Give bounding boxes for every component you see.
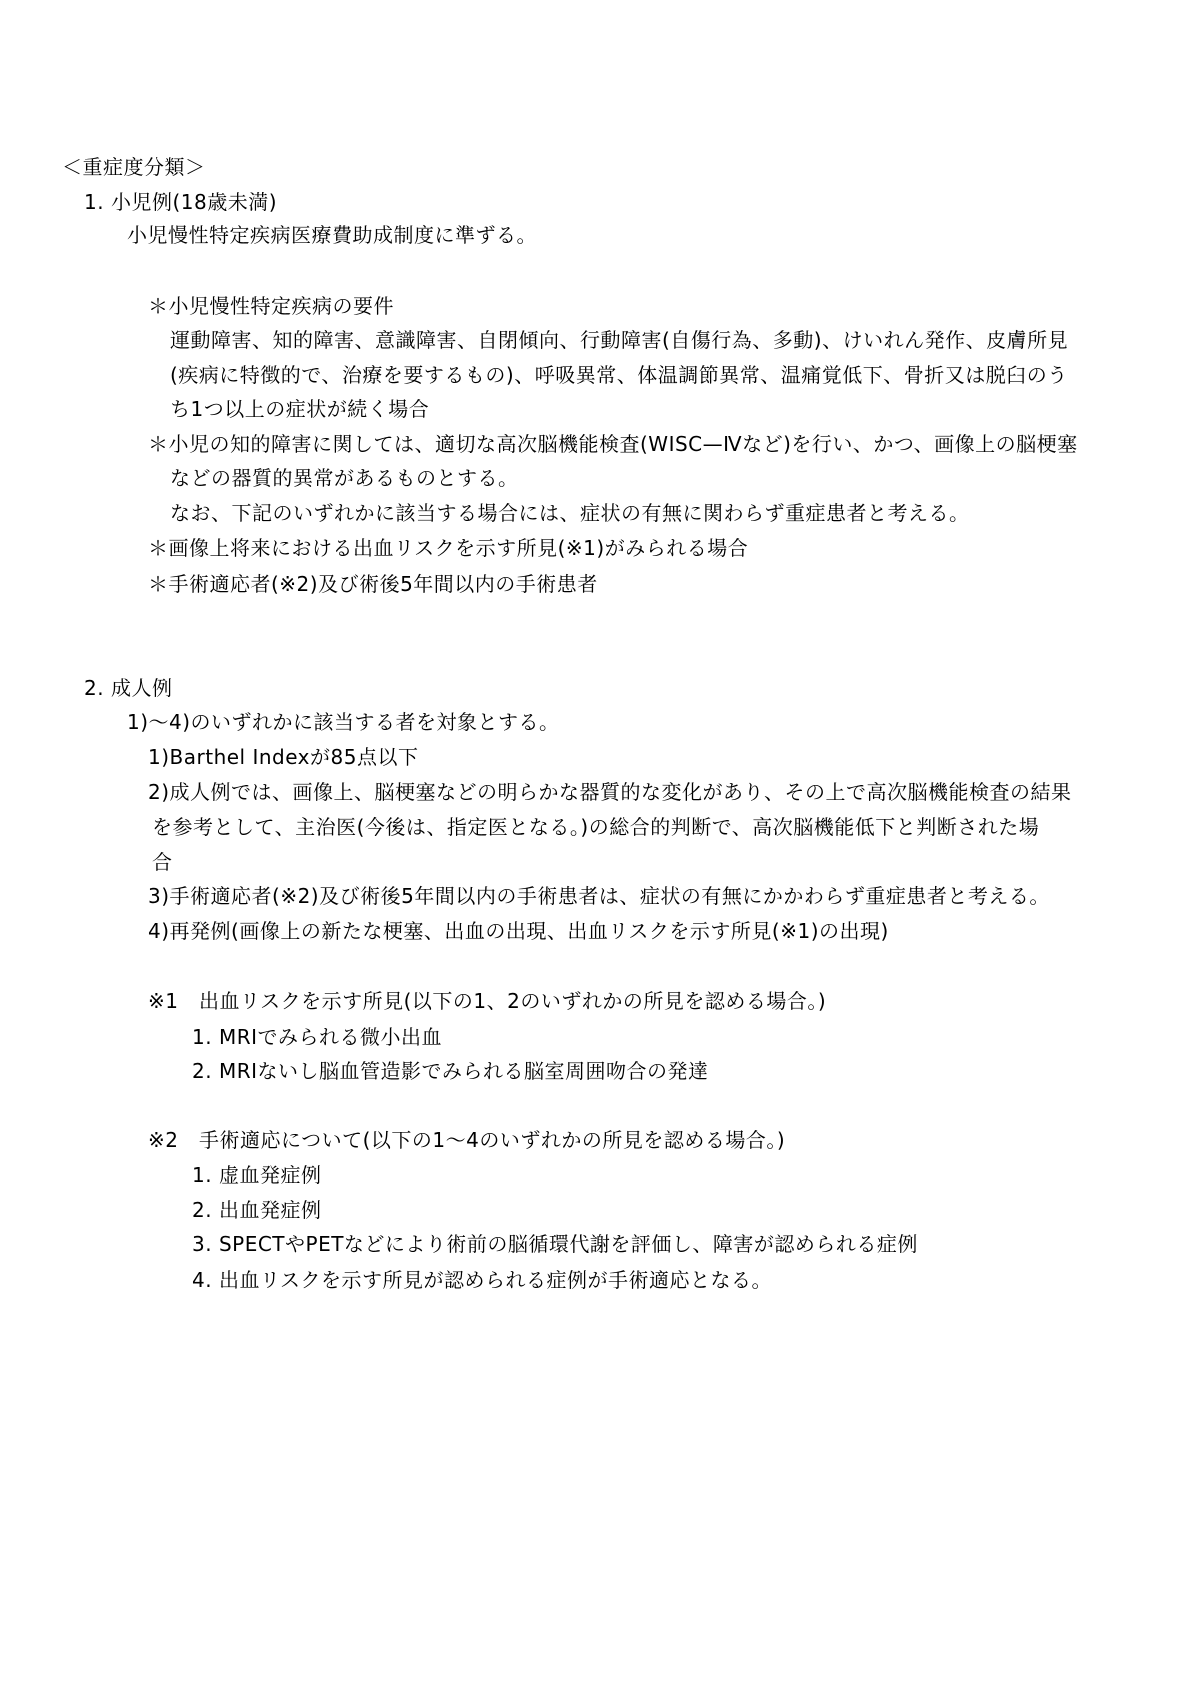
requirements-text-line: ち1つ以上の症状が続く場合 — [170, 397, 430, 421]
severe-note: なお、下記のいずれかに該当する場合には、症状の有無に関わらず重症患者と考える。 — [170, 501, 970, 525]
note-2-heading: ※2 手術適応について(以下の1～4のいずれかの所見を認める場合。) — [148, 1128, 786, 1152]
intellect-note-line: などの器質的異常があるものとする。 — [170, 466, 519, 490]
intellect-note-line: ＊小児の知的障害に関しては、適切な高次脳機能検査(WISC—Ⅳなど)を行い、かつ、画像上の脳梗塞 — [148, 432, 1078, 456]
adult-item-3: 3)手術適応者(※2)及び術後5年間以内の手術患者は、症状の有無にかかわらず重症患者と考える。 — [148, 884, 1050, 908]
adult-item-2-line: 2)成人例では、画像上、脳梗塞などの明らかな器質的な変化があり、その上で高次脳機能検査の結果 — [148, 780, 1072, 804]
adult-item-1: 1)Barthel Indexが85点以下 — [148, 745, 419, 769]
note-1-heading: ※1 出血リスクを示す所見(以下の1、2のいずれかの所見を認める場合。) — [148, 989, 827, 1013]
section-1-heading: 1. 小児例(18歳未満) — [84, 190, 277, 214]
document-title: ＜重症度分類＞ — [62, 155, 206, 179]
note-2-item: 1. 虚血発症例 — [192, 1163, 322, 1187]
note-1-item: 2. MRIないし脳血管造影でみられる脳室周囲吻合の発達 — [192, 1059, 709, 1083]
requirements-text-line: (疾病に特徴的で、治療を要するもの)、呼吸異常、体温調節異常、温痛覚低下、骨折又は脱臼のう — [170, 363, 1068, 387]
requirements-text-line: 運動障害、知的障害、意識障害、自閉傾向、行動障害(自傷行為、多動)、けいれん発作、皮膚所見 — [170, 328, 1069, 352]
section-1-intro: 小児慢性特定疾病医療費助成制度に準ずる。 — [127, 223, 537, 247]
bullet-item: ＊手術適応者(※2)及び術後5年間以内の手術患者 — [148, 572, 598, 596]
note-2-item: 4. 出血リスクを示す所見が認められる症例が手術適応となる。 — [192, 1268, 773, 1292]
adult-item-2-line: 合 — [152, 850, 173, 874]
note-2-item: 3. SPECTやPETなどにより術前の脳循環代謝を評価し、障害が認められる症例 — [192, 1232, 918, 1256]
note-2-item: 2. 出血発症例 — [192, 1198, 322, 1222]
requirements-heading: ＊小児慢性特定疾病の要件 — [148, 294, 394, 318]
section-2-heading: 2. 成人例 — [84, 676, 173, 700]
bullet-item: ＊画像上将来における出血リスクを示す所見(※1)がみられる場合 — [148, 536, 749, 560]
adult-item-4: 4)再発例(画像上の新たな梗塞、出血の出現、出血リスクを示す所見(※1)の出現) — [148, 919, 889, 943]
note-1-item: 1. MRIでみられる微小出血 — [192, 1025, 442, 1049]
adult-item-2-line: を参考として、主治医(今後は、指定医となる。)の総合的判断で、高次脳機能低下と判断された場 — [152, 815, 1040, 839]
section-2-intro: 1)～4)のいずれかに該当する者を対象とする。 — [127, 710, 560, 734]
